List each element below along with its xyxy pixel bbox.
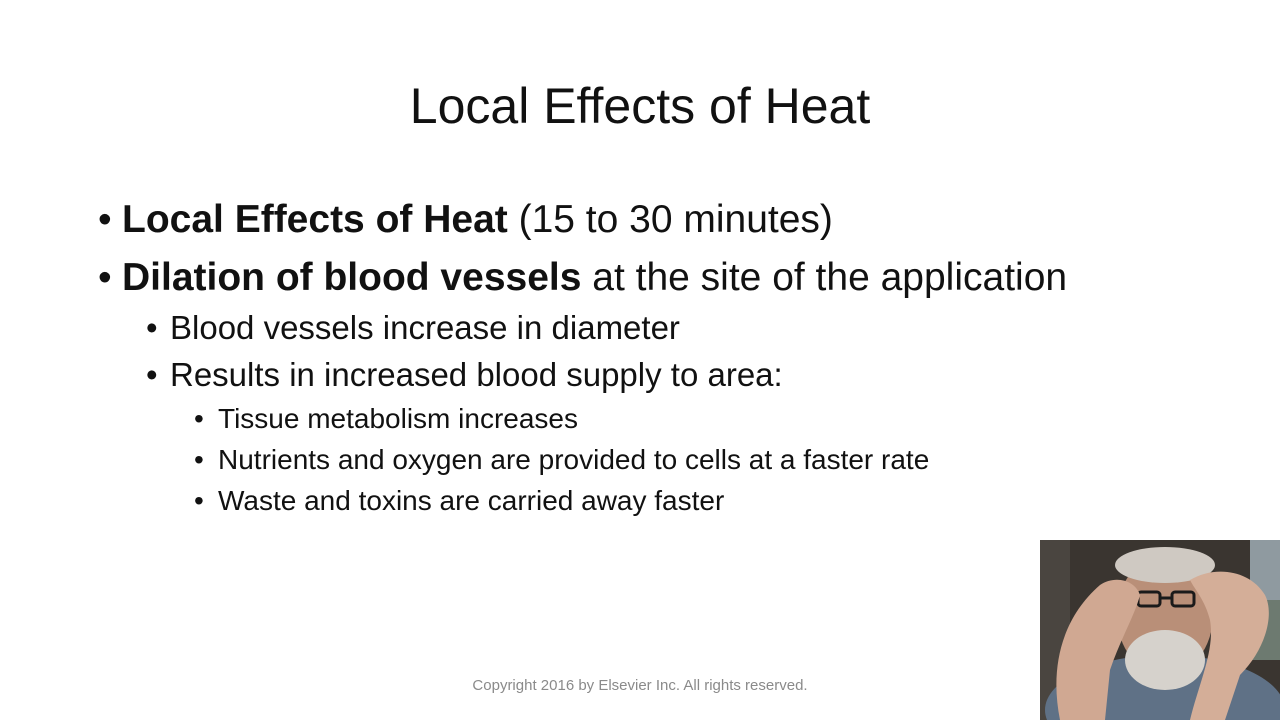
bullet-text: Blood vessels increase in diameter [170, 309, 680, 346]
bullet-text: Nutrients and oxygen are provided to cells at a faster rate [218, 444, 930, 475]
bullet-marker: • [146, 309, 158, 346]
sub-bullet-item [146, 355, 783, 395]
bullet-text: at the site of the application [581, 256, 1068, 299]
bullet-text: Results in increased blood supply to area: [170, 356, 783, 393]
bullet-bold-text: Local Effects of Heat [122, 198, 508, 241]
sub-sub-bullet-item [194, 443, 929, 477]
bullet-text: (15 to 30 minutes) [507, 198, 833, 241]
bullet-bold-text: Dilation of blood vessels [122, 256, 582, 299]
presenter-video-icon [1040, 540, 1280, 720]
sub-sub-bullet-item [194, 402, 578, 436]
bullet-marker: • [194, 444, 204, 475]
bullet-text: Waste and toxins are carried away faster [218, 485, 725, 516]
bullet-text: Tissue metabolism increases [218, 403, 578, 434]
sub-bullet-item [146, 308, 680, 348]
bullet-marker: • [98, 256, 112, 299]
bullet-item [98, 196, 833, 244]
bullet-item [98, 254, 1067, 302]
copyright-footer: Copyright 2016 by Elsevier Inc. All rights reserved. [472, 677, 808, 694]
presenter-video-overlay [1040, 540, 1280, 720]
slide-title: Local Effects of Heat [409, 78, 871, 134]
bullet-marker: • [98, 198, 112, 241]
sub-sub-bullet-item [194, 484, 724, 518]
bullet-marker: • [146, 356, 158, 393]
bullet-marker: • [194, 485, 204, 516]
bullet-marker: • [194, 403, 204, 434]
